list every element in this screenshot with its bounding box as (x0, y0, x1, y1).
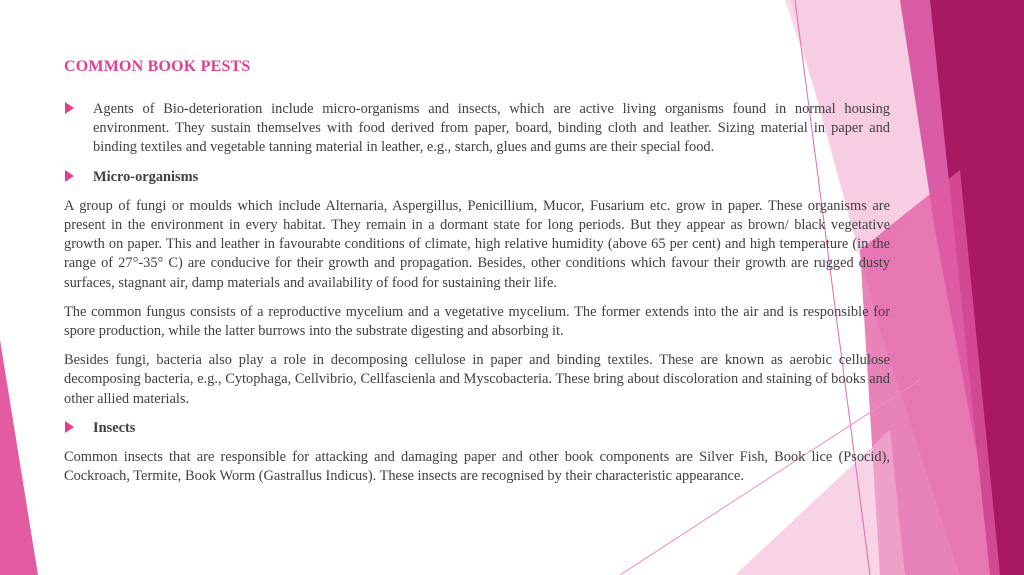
bullet-intro (64, 100, 890, 158)
bullet-arrow-icon (65, 421, 74, 433)
bullet-micro-organisms (64, 168, 890, 187)
bullet-arrow-icon (65, 102, 74, 114)
micro-paragraph-3: Besides fungi, bacteria also play a role in decomposing cellulose in paper and binding textiles. These are known as aerobic cellulose decomposing bacteria, e.g., Cytophaga, Cellvibrio, Cellfascienla and Myscobacteria. These bring about discoloration and staining of books and other allied materials. (64, 352, 890, 407)
left-edge-shape (0, 340, 38, 575)
slide-title: COMMON BOOK PESTS (64, 58, 251, 75)
insects-paragraph: Common insects that are responsible for attacking and damaging paper and other book components are Silver Fish, Book lice (Psocid), Cockroach, Termite, Book Worm (Gastrallus Indicus). These insects are recognised by their characteristic appearance. (64, 449, 890, 485)
micro-paragraph-1: A group of fungi or moulds which include Alternaria, Aspergillus, Penicillium, Mucor, Fusarium etc. grow in paper. These organisms are present in the environment in every habitat. They remain in a dormant state for long periods. But they appear as brown/ black vegetative growth on paper. This and leather in favourabte conditions of climate, high relative humidity (above 65 per cent) and high temperature (in the range of 27°-35° C) are conducive for their growth and propagation. Besides, other conditions which favour their growth are rugged dusty surfaces, stagnant air, damp materials and availability of food for sustaining their life. (64, 197, 890, 291)
bullet-insects (64, 419, 890, 438)
slide-body (64, 100, 890, 496)
bullet-intro-text: Agents of Bio-deterioration include micro-organisms and insects, which are active living organisms found in normal housing environment. They sustain themselves with food derived from paper, board, binding cloth and leather. Sizing material in paper and binding textiles and vegetable tanning material in leather, e.g., starch, glues and gums are their special food. (93, 101, 890, 156)
section-heading-insects: Insects (93, 419, 136, 436)
micro-paragraph-2: The common fungus consists of a reproductive mycelium and a vegetative mycelium. The former extends into the air and is responsible for spore production, while the latter burrows into the substrate digesting and absorbing it. (64, 303, 890, 340)
bullet-arrow-icon (65, 170, 74, 182)
section-heading-micro-organisms: Micro-organisms (93, 168, 199, 185)
